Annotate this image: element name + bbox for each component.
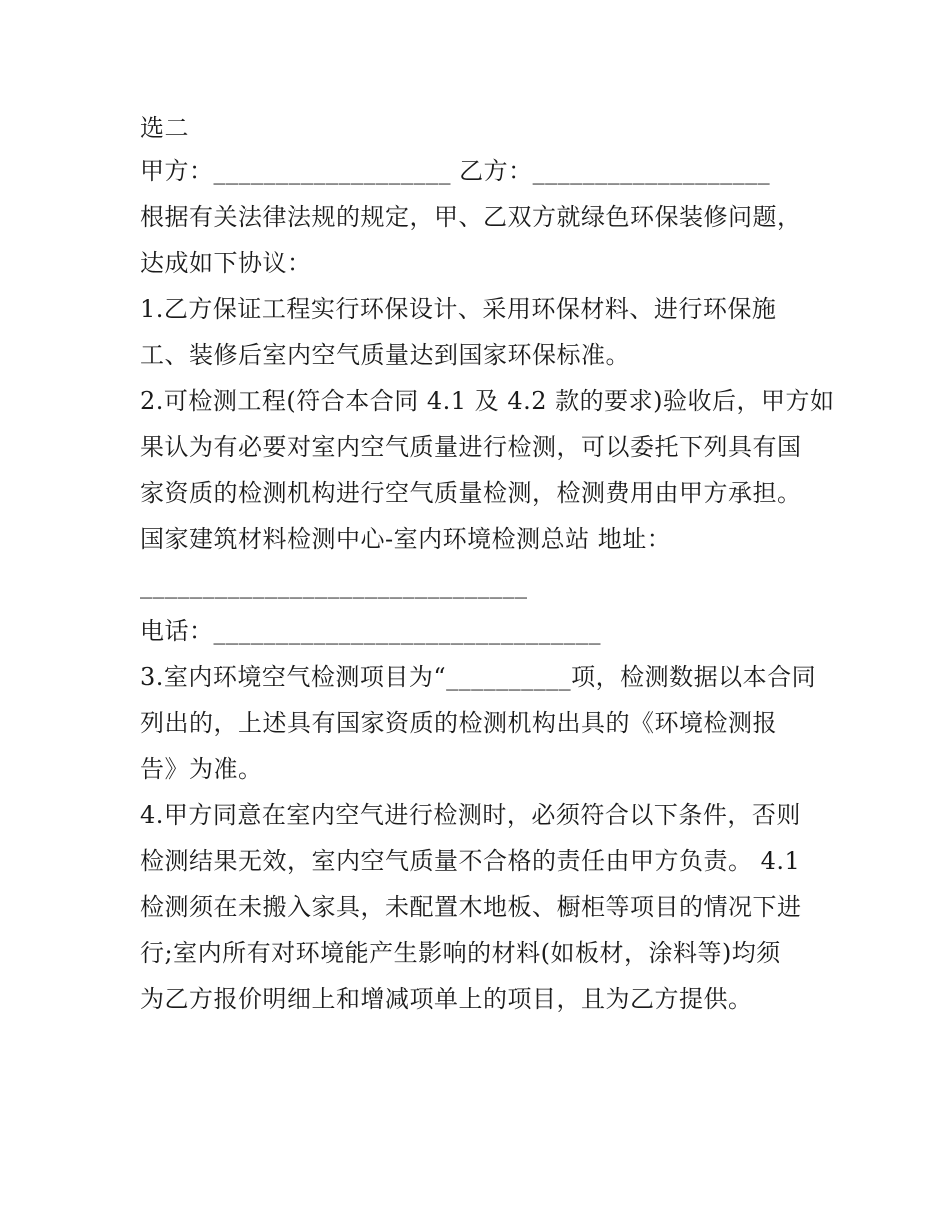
clause-4-line: 行;室内所有对环境能产生影响的材料(如板材，涂料等)均须 [140,939,781,967]
document-body [140,108,835,1022]
clause-3-line: 告》为准。 [140,755,263,783]
clause-1-line: 工、装修后室内空气质量达到国家环保标准。 [140,341,630,369]
text-line: 根据有关法律法规的规定，甲、乙双方就绿色环保装修问题， [140,203,802,231]
address-blank: _______________________________ [140,571,528,599]
clause-3-line: 3.室内环境空气检测项目为“__________项，检测数据以本合同 [140,663,817,691]
clause-3-line: 列出的，上述具有国家资质的检测机构出具的《环境检测报 [140,709,777,737]
clause-2-line: 果认为有必要对室内空气质量进行检测，可以委托下列具有国 [140,433,802,461]
party-fields: 甲方：___________________ 乙方：___________________ [140,157,771,185]
clause-4-line: 检测结果无效，室内空气质量不合格的责任由甲方负责。 4.1 [140,847,801,875]
text-line: 达成如下协议： [140,249,312,277]
clause-4-line: 4.甲方同意在室内空气进行检测时，必须符合以下条件，否则 [140,801,801,829]
phone-field: 电话：_______________________________ [140,617,601,645]
clause-2-line: 2.可检测工程(符合本合同 4.1 及 4.2 款的要求)验收后，甲方如 [140,387,835,415]
clause-1-line: 1.乙方保证工程实行环保设计、采用环保材料、进行环保施 [140,295,777,323]
clause-2-line: 家资质的检测机构进行空气质量检测，检测费用由甲方承担。 [140,479,802,507]
clause-4-line: 检测须在未搬入家具，未配置木地板、橱柜等项目的情况下进 [140,893,802,921]
address-label: 国家建筑材料检测中心-室内环境检测总站 地址： [140,525,672,553]
section-heading: 选二 [140,114,189,142]
clause-4-line: 为乙方报价明细上和增减项单上的项目，且为乙方提供。 [140,985,753,1013]
